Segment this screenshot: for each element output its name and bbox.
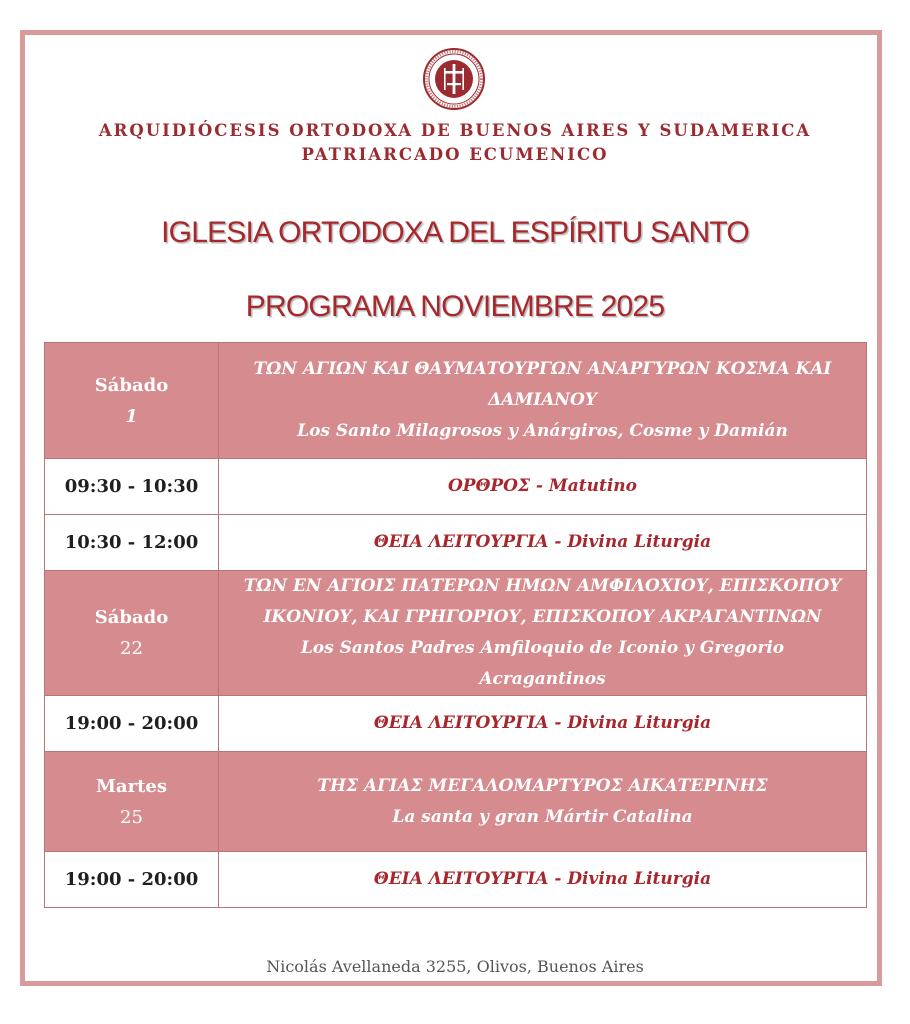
service-separator: - [548, 713, 568, 733]
feast-date-cell [45, 752, 219, 852]
patriarchate-name: PATRIARCADO ECUMENICO [301, 145, 609, 164]
service-greek: ΟΡΘΡΟΣ [448, 476, 531, 496]
service-separator: - [530, 476, 549, 496]
service-row [45, 696, 867, 752]
service-spanish: Divina Liturgia [567, 713, 712, 733]
schedule-table [44, 342, 867, 908]
feast-day: Martes [96, 775, 167, 797]
feast-description [219, 343, 867, 459]
service-time: 09:30 - 10:30 [45, 459, 219, 515]
feast-greek-name: ΤΩΝ ΑΓΙΩΝ ΚΑΙ ΘΑΥΜΑΤΟΥΡΓΩΝ ΑΝΑΡΓΥΡΩΝ ΚΟΣΜΑ ΚΑΙ ΔΑΜΙΑΝΟΥ [253, 359, 832, 410]
church-title: IGLESIA ORTODOXA DEL ESPÍRITU SANTO [161, 216, 749, 249]
archdiocese-name: ARQUIDIÓCESIS ORTODOXA DE BUENOS AIRES Y SUDAMERICA [98, 121, 812, 140]
service-name [219, 696, 867, 752]
program-title: PROGRAMA NOVIEMBRE 2025 [245, 290, 665, 323]
feast-greek-name: ΤΗΣ ΑΓΙΑΣ ΜΕΓΑΛΟΜΑΡΤΥΡΟΣ ΑΙΚΑΤΕΡΙΝΗΣ [317, 775, 768, 796]
feast-spanish-name: Los Santos Padres Amfiloquio de Iconio y Gregorio Acragantinos [300, 638, 785, 689]
feast-greek-name: ΤΩΝ ΕΝ ΑΓΙΟΙΣ ΠΑΤΕΡΩΝ ΗΜΩΝ ΑΜΦΙΛΟΧΙΟΥ, ΕΠΙΣΚΟΠΟΥ ΙΚΟΝΙΟΥ, ΚΑΙ ΓΡΗΓΟΡΙΟΥ, ΕΠΙΣΚΟΠΟΥ ΑΚΡΑΓΑΝΤΙΝΩΝ [243, 576, 842, 627]
feast-date-cell [45, 571, 219, 696]
service-greek: ΘΕΙΑ ΛΕΙΤΟΥΡΓΙΑ [373, 532, 549, 552]
service-spanish: Matutino [548, 476, 637, 496]
service-name [219, 852, 867, 908]
service-name [219, 459, 867, 515]
service-separator: - [548, 869, 568, 889]
feast-date: 25 [120, 806, 143, 828]
service-name [219, 515, 867, 571]
feast-row [45, 752, 867, 852]
service-row [45, 852, 867, 908]
service-separator: - [548, 532, 568, 552]
feast-spanish-name: Los Santo Milagrosos y Anárgiros, Cosme y Damián [297, 421, 788, 441]
feast-date-cell [45, 343, 219, 459]
feast-date: 1 [125, 405, 138, 427]
feast-description [219, 571, 867, 696]
feast-day: Sábado [94, 374, 169, 396]
service-spanish: Divina Liturgia [567, 532, 712, 552]
service-time: 19:00 - 20:00 [45, 852, 219, 908]
service-row [45, 459, 867, 515]
service-greek: ΘΕΙΑ ΛΕΙΤΟΥΡΓΙΑ [373, 869, 549, 889]
archdiocese-seal [423, 48, 485, 110]
church-address: Nicolás Avellaneda 3255, Olivos, Buenos Aires [266, 957, 644, 976]
service-time: 19:00 - 20:00 [45, 696, 219, 752]
service-greek: ΘΕΙΑ ΛΕΙΤΟΥΡΓΙΑ [373, 713, 549, 733]
service-spanish: Divina Liturgia [567, 869, 712, 889]
feast-row [45, 571, 867, 696]
service-row [45, 515, 867, 571]
feast-day: Sábado [94, 607, 169, 628]
feast-date: 22 [120, 638, 143, 659]
feast-spanish-name: La santa y gran Mártir Catalina [392, 806, 693, 827]
feast-description [219, 752, 867, 852]
feast-row [45, 343, 867, 459]
service-time: 10:30 - 12:00 [45, 515, 219, 571]
